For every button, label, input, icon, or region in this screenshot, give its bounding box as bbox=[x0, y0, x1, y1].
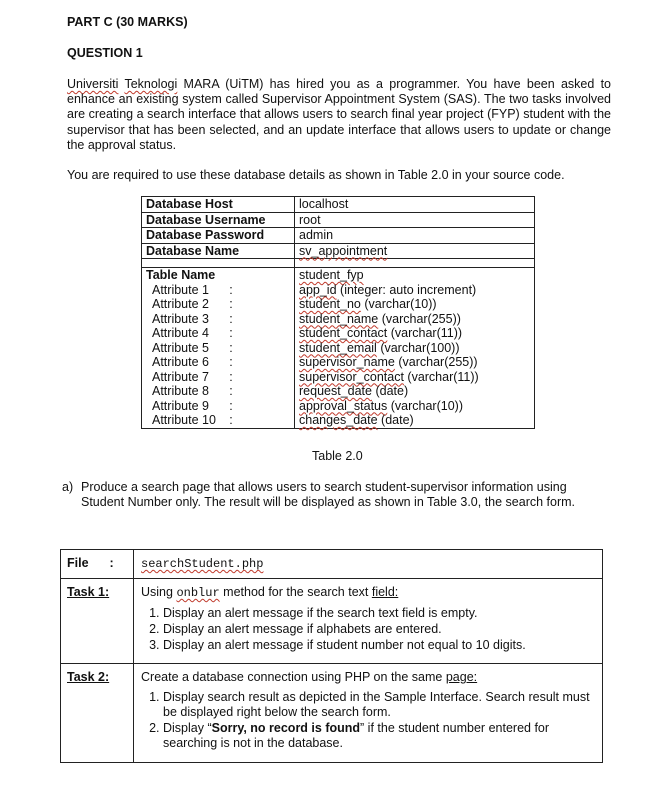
attribute-colon: : bbox=[229, 355, 233, 369]
attribute-type: (date) bbox=[381, 413, 414, 427]
task1-label: Task 1: bbox=[67, 585, 110, 599]
attribute-field: supervisor_name bbox=[299, 355, 395, 369]
attribute-row bbox=[142, 283, 535, 298]
attribute-colon: : bbox=[229, 297, 233, 311]
file-label: File bbox=[67, 556, 89, 570]
db-detail-label: Database Password bbox=[142, 228, 295, 244]
table-name-value: student_fyp bbox=[299, 268, 364, 282]
file-colon: : bbox=[109, 556, 114, 570]
attribute-colon: : bbox=[229, 384, 233, 398]
attribute-field: student_contact bbox=[299, 326, 388, 340]
attribute-row bbox=[142, 355, 535, 370]
attribute-field: changes_date bbox=[299, 413, 378, 427]
attribute-name: Attribute 8 bbox=[152, 384, 209, 398]
attribute-colon: : bbox=[229, 326, 233, 340]
task1-list bbox=[141, 606, 595, 653]
attribute-field: student_no bbox=[299, 297, 361, 311]
task2-intro-end: page: bbox=[445, 670, 478, 684]
attribute-field: student_name bbox=[299, 311, 379, 326]
attribute-row bbox=[142, 326, 535, 341]
attribute-field: supervisor_contact bbox=[299, 369, 404, 384]
attribute-name: Attribute 6 bbox=[152, 355, 209, 369]
intro-universiti: Universiti bbox=[67, 77, 119, 91]
attribute-type: (varchar(11)) bbox=[390, 326, 463, 340]
question-title: QUESTION 1 bbox=[67, 46, 143, 60]
task1-item: 3. Display an alert message if student number not equal to 10 digits. bbox=[163, 638, 595, 653]
db-detail-row bbox=[142, 243, 535, 259]
attribute-colon: : bbox=[229, 282, 233, 297]
attribute-name: Attribute 7 bbox=[152, 369, 209, 384]
attribute-name: Attribute 10 bbox=[152, 413, 216, 427]
task1-intro bbox=[141, 585, 595, 600]
task2-intro bbox=[141, 670, 595, 684]
attribute-colon: : bbox=[229, 369, 233, 384]
attribute-colon: : bbox=[229, 413, 233, 427]
task1-intro-end: field: bbox=[371, 585, 399, 599]
attribute-field: request_date bbox=[299, 384, 372, 398]
table-name-label: Table Name bbox=[142, 268, 295, 283]
attribute-name: Attribute 4 bbox=[152, 326, 209, 340]
attribute-colon: : bbox=[229, 340, 233, 355]
task1-intro-code: onblur bbox=[176, 586, 220, 600]
task2-list bbox=[141, 690, 595, 751]
intro-paragraph bbox=[67, 77, 611, 153]
attribute-type: (integer: auto increment) bbox=[340, 282, 477, 297]
task2-label: Task 2: bbox=[67, 670, 110, 684]
attribute-field: student_email bbox=[299, 340, 377, 355]
attribute-name: Attribute 2 bbox=[152, 297, 209, 311]
part-a-label: a) bbox=[62, 480, 74, 494]
task1-item: 2. Display an alert message if alphabets are entered. bbox=[163, 622, 595, 637]
db-detail-row bbox=[142, 197, 535, 213]
attribute-row bbox=[142, 399, 535, 414]
table-name-row bbox=[142, 268, 535, 283]
task2-row bbox=[61, 664, 603, 763]
db-detail-value: sv_appointment bbox=[299, 243, 388, 258]
task2-intro-pre: Create a database connection using PHP on the same bbox=[141, 670, 443, 684]
attribute-row bbox=[142, 384, 535, 399]
db-detail-row bbox=[142, 212, 535, 228]
attribute-colon: : bbox=[229, 398, 233, 413]
db-spacer-row bbox=[142, 259, 535, 268]
attribute-type: (date) bbox=[375, 384, 409, 398]
attribute-colon: : bbox=[229, 311, 233, 326]
attribute-field: approval_status bbox=[299, 398, 388, 413]
attribute-row bbox=[142, 312, 535, 327]
task2-item2-pre: Display “ bbox=[163, 721, 212, 735]
db-detail-label: Database Name bbox=[142, 243, 295, 259]
attribute-type: (varchar(10)) bbox=[390, 398, 463, 413]
db-detail-value: root bbox=[299, 212, 321, 227]
table-caption: Table 2.0 bbox=[312, 449, 363, 463]
task2-item-2 bbox=[163, 721, 595, 751]
task1-row bbox=[61, 579, 603, 664]
attribute-field: app_id bbox=[299, 282, 337, 297]
attribute-type: (varchar(10)) bbox=[364, 297, 437, 311]
intro-teknologi: Teknologi bbox=[124, 77, 178, 91]
attribute-name: Attribute 9 bbox=[152, 398, 209, 413]
attribute-type: (varchar(11)) bbox=[407, 369, 479, 384]
task-table bbox=[60, 549, 603, 763]
file-value: searchStudent.php bbox=[141, 557, 264, 571]
attribute-type: (varchar(100)) bbox=[380, 340, 460, 355]
intro-body: MARA (UiTM) has hired you as a programmer. You have been asked to enhance an existing system called Supervisor Appointment System (SAS). The two tasks involved are creating a search interface that allows users to search final year project (FYP) student with the supervisor that has been selected, and an update interface that allows users to update or change the approval status. bbox=[67, 77, 611, 152]
task2-item2-post: ” if the student number entered for searching is not in the database. bbox=[163, 721, 550, 750]
attribute-name: Attribute 1 bbox=[152, 282, 209, 297]
db-detail-value: localhost bbox=[299, 197, 349, 211]
attribute-type: (varchar(255)) bbox=[381, 311, 461, 326]
file-row bbox=[61, 550, 603, 579]
part-a-text: Produce a search page that allows users to search student-supervisor information using Student Number only. The result will be displayed as shown in Table 3.0, the search form. bbox=[81, 480, 576, 510]
part-title: PART C (30 MARKS) bbox=[67, 15, 188, 29]
attribute-row bbox=[142, 370, 535, 385]
attribute-row bbox=[142, 297, 535, 312]
db-detail-row bbox=[142, 228, 535, 244]
attribute-name: Attribute 5 bbox=[152, 340, 209, 355]
task1-intro-mid: method for the search text bbox=[223, 585, 369, 599]
db-detail-label: Database Username bbox=[142, 212, 295, 228]
database-table bbox=[141, 196, 535, 429]
task1-intro-pre: Using bbox=[141, 585, 173, 599]
task1-item: 1. Display an alert message if the search text field is empty. bbox=[163, 606, 595, 621]
instruction-paragraph: You are required to use these database details as shown in Table 2.0 in your source code. bbox=[67, 168, 565, 182]
attribute-row bbox=[142, 341, 535, 356]
attribute-row bbox=[142, 413, 535, 428]
task2-item-1: 1. Display search result as depicted in the Sample Interface. Search result must be displayed right below the search form. bbox=[163, 690, 595, 720]
task2-item2-bold: Sorry, no record is found bbox=[211, 721, 361, 735]
db-detail-value: admin bbox=[299, 228, 334, 242]
attribute-type: (varchar(255)) bbox=[398, 355, 478, 369]
db-detail-label: Database Host bbox=[142, 197, 295, 213]
attribute-name: Attribute 3 bbox=[152, 311, 209, 326]
